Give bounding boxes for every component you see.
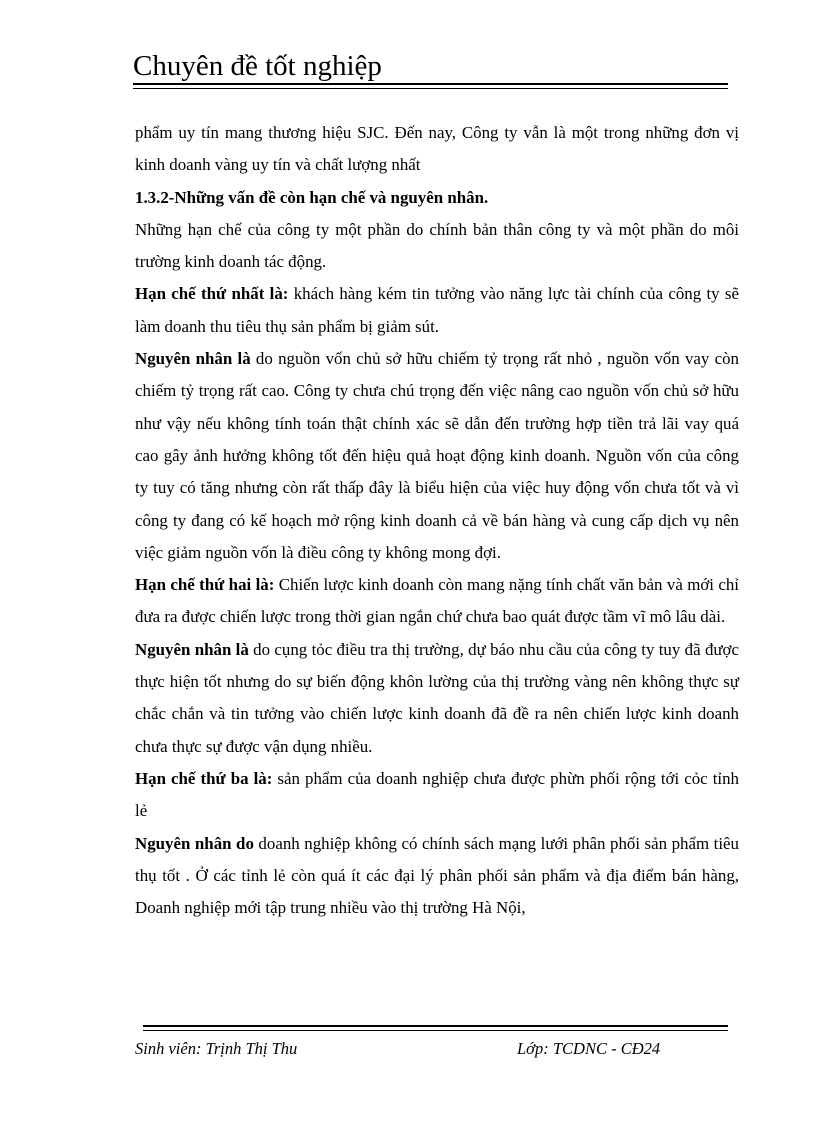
footer-student: Sinh viên: Trịnh Thị Thu [135, 1039, 298, 1058]
paragraph [135, 343, 739, 569]
paragraph-lead: Nguyên nhân là [135, 349, 251, 369]
paragraph [135, 634, 739, 763]
document-body [135, 117, 739, 924]
paragraph [135, 278, 739, 343]
paragraph-text: phẩm uy tín mang thương hiệu SJC. Đến nay, Công ty vẫn là một trong những đơn vị kinh doanh vàng uy tín và chất lượng nhất [135, 123, 739, 175]
paragraph-text: doanh nghiệp không có chính sách mạng lưới phân phối sản phẩm tiêu thụ tốt . Ở các tỉnh lẻ còn quá ít các đại lý phân phối sản phẩm và địa điểm bán hàng, Doanh nghiệp mới tập trung nhiều vào thị trường Hà Nội, [135, 833, 739, 918]
paragraph [135, 828, 739, 925]
paragraph-text: sản phẩm của doanh nghiệp chưa được phừn phối rộng tới cỏc tỉnh lẻ [135, 768, 739, 821]
paragraph-lead: Nguyên nhân do [135, 833, 254, 853]
header-rule-thin [133, 88, 728, 89]
section-heading [135, 182, 739, 214]
paragraph-text: do cụng tỏc điều tra thị trường, dự báo nhu cầu của công ty tuy đã được thực hiện tốt nhưng do sự biến động khôn lường của thị trường vàng nên không thực sự chắc chắn và tin tưởng vào chiến lược kinh doanh đã đề ra nên chiến lược kinh doanh chưa thực sự được vận dụng nhiều. [135, 639, 739, 756]
page-title: Chuyên đề tốt nghiệp [133, 50, 382, 82]
footer-class: Lớp: TCDNC - CĐ24 [517, 1039, 661, 1058]
paragraph-lead: Hạn chế thứ hai là: [135, 575, 275, 595]
paragraph [135, 569, 739, 634]
footer-rule-thick [143, 1025, 728, 1027]
paragraph-lead: Hạn chế thứ nhất là: [135, 284, 289, 304]
section-heading-text: 1.3.2-Những vấn đề còn hạn chế và nguyên nhân. [135, 187, 489, 207]
paragraph [135, 763, 739, 828]
paragraph-lead: Hạn chế thứ ba là: [135, 768, 273, 788]
paragraph [135, 214, 739, 279]
paragraph [135, 117, 739, 182]
paragraph-text: do nguồn vốn chủ sở hữu chiếm tỷ trọng rất nhỏ , nguồn vốn vay còn chiếm tỷ trọng rất cao. Công ty chưa chú trọng đến việc nâng cao nguồn vốn chủ sở hữu như vậy nếu không tính toán thật chính xác sẽ dẫn đến trường hợp tiền trả lãi vay quá cao gây ảnh hưởng không tốt đến hiệu quả hoạt động kinh doanh. Nguồn vốn của công ty tuy có tăng nhưng còn rất thấp đây là biểu hiện của việc huy động vốn chưa tốt và vì công ty đang có kế hoạch mở rộng kinh doanh cả về bán hàng và cung cấp dịch vụ nên việc giảm nguồn vốn là điều công ty không mong đợi. [135, 349, 739, 562]
paragraph-text: Chiến lược kinh doanh còn mang nặng tính chất văn bản và mới chỉ đưa ra được chiến lược trong thời gian ngắn chứ chưa bao quát được tầm vĩ mô lâu dài. [135, 575, 739, 627]
footer-rule-thin [143, 1030, 728, 1031]
header-rule-thick [133, 83, 728, 85]
paragraph-text: Những hạn chế của công ty một phần do chính bản thân công ty và một phần do môi trường kinh doanh tác động. [135, 219, 739, 272]
paragraph-lead: Nguyên nhân là [135, 639, 249, 659]
paragraph-text: khách hàng kém tin tưởng vào năng lực tài chính của công ty sẽ làm doanh thu tiêu thụ sản phẩm bị giảm sút. [135, 284, 739, 336]
